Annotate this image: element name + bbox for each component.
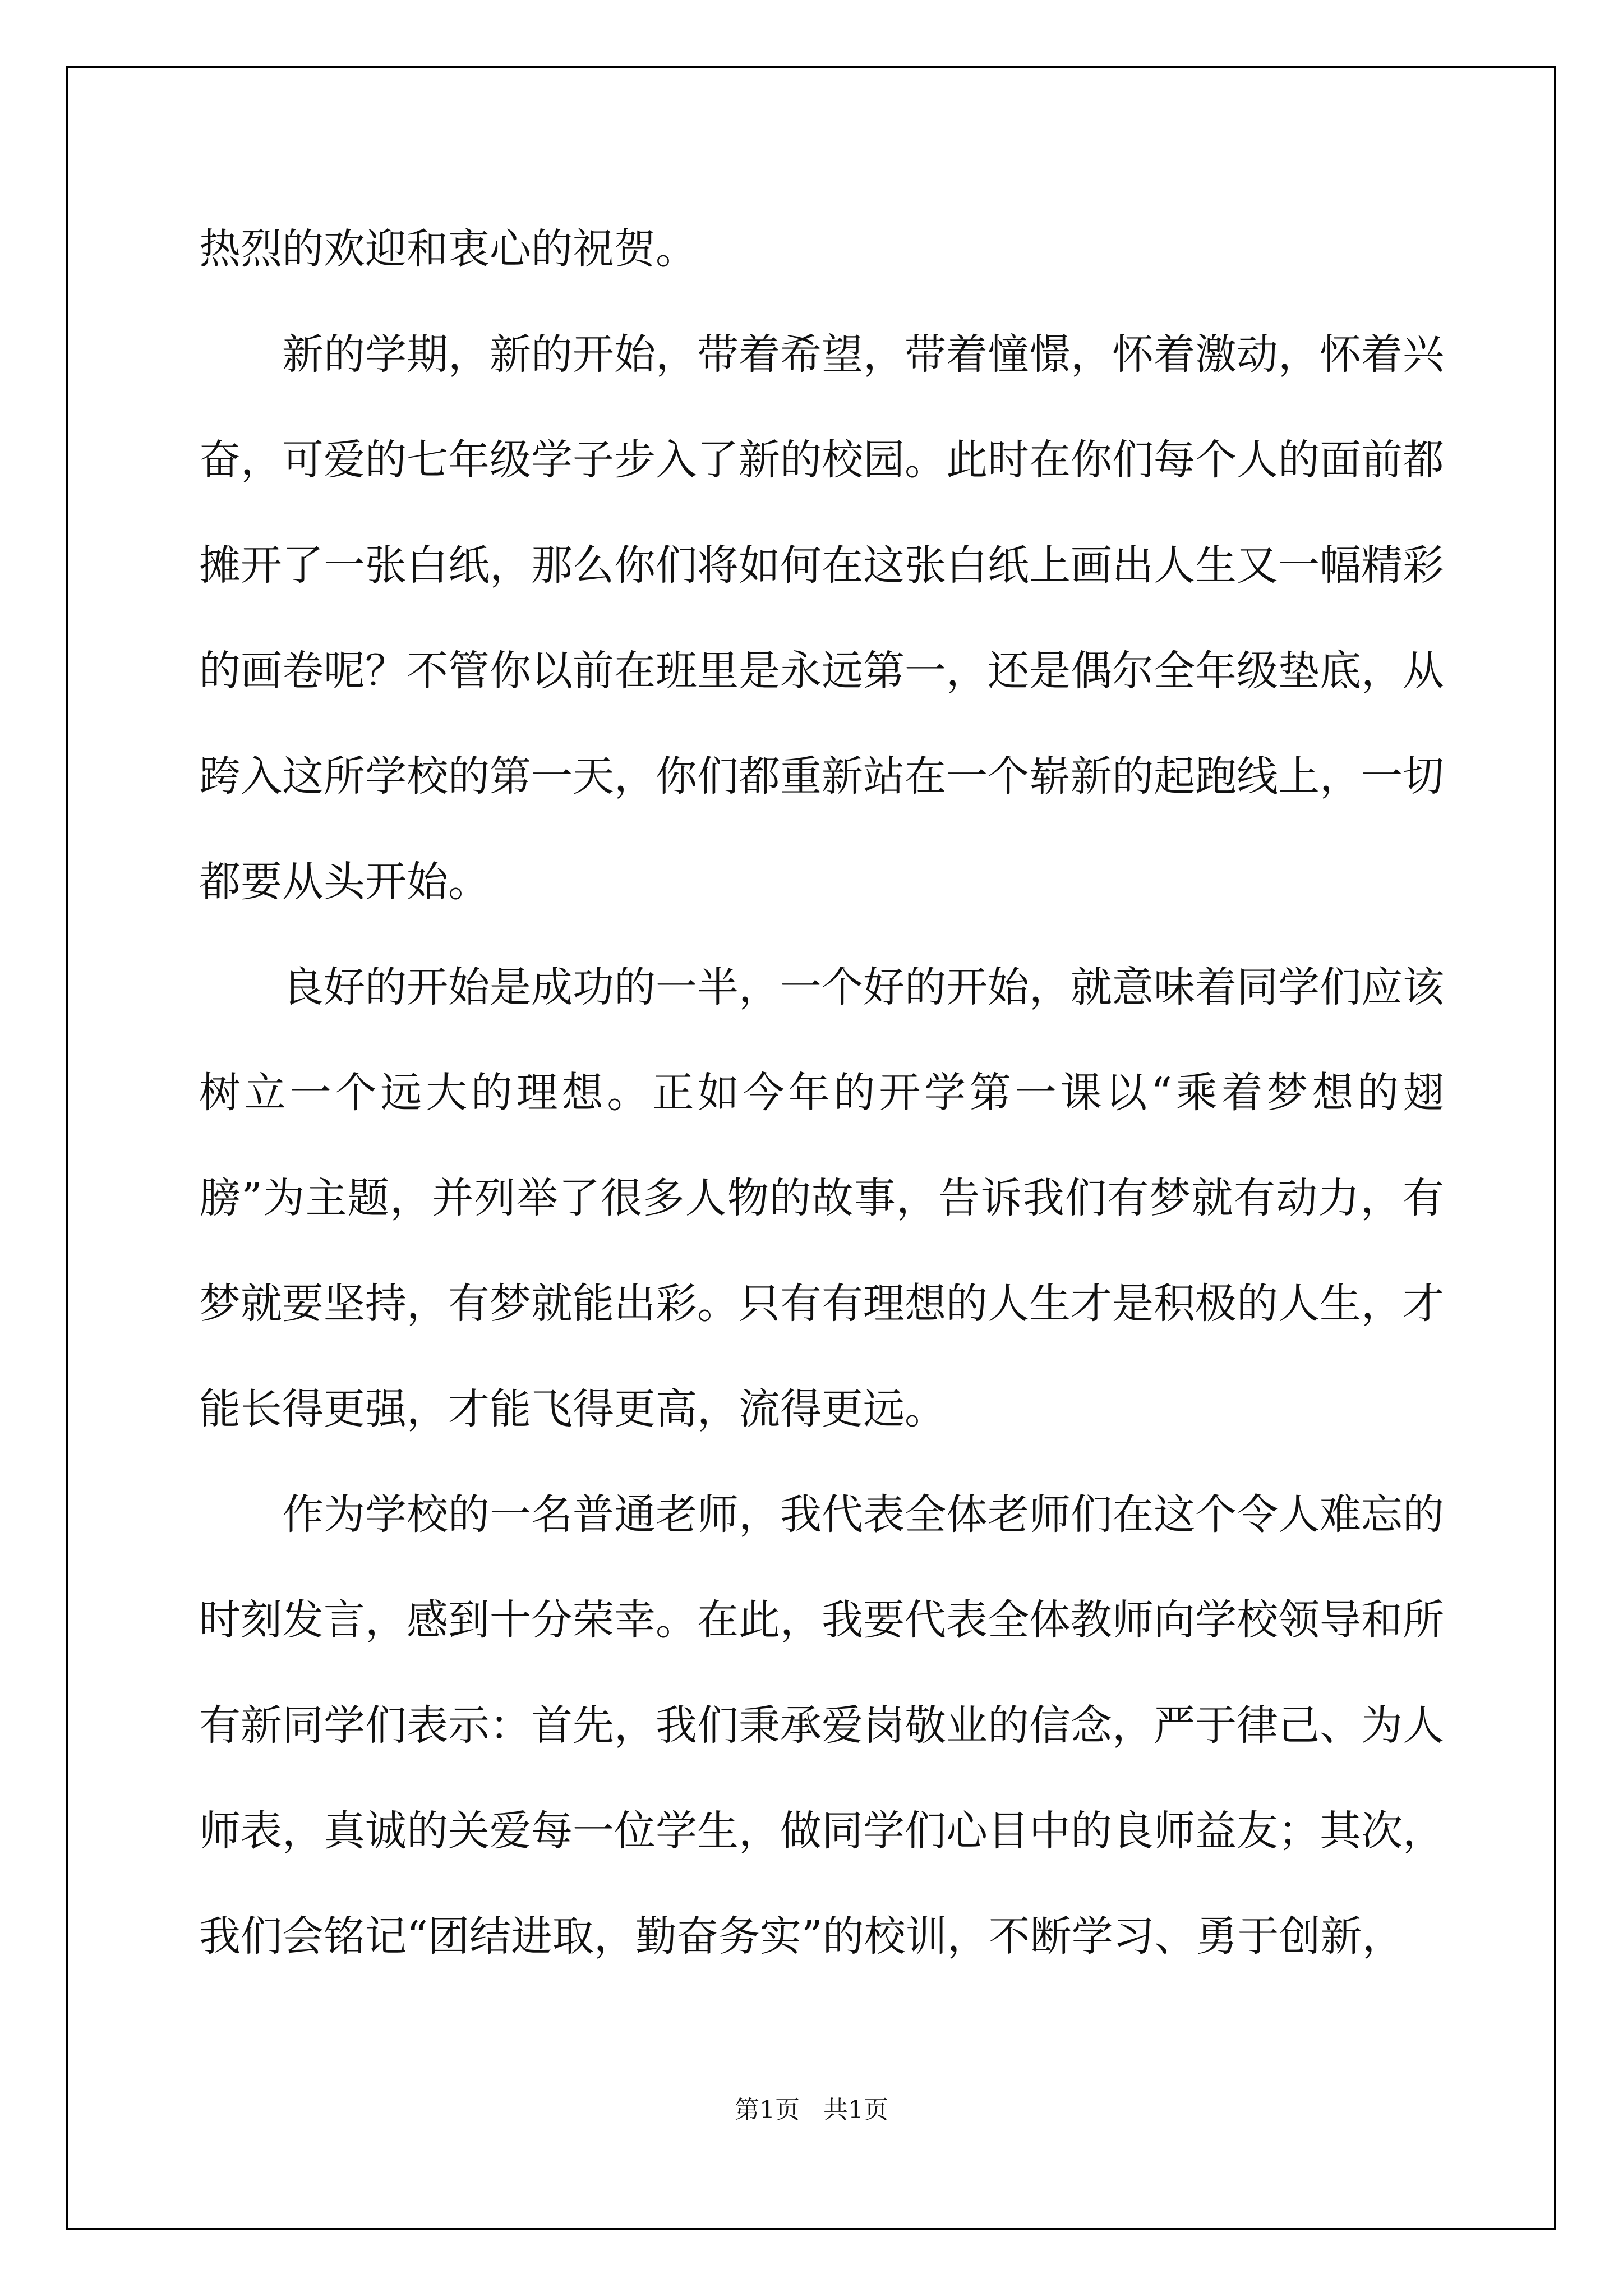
paragraph-1: 热烈的欢迎和衷心的祝贺。 (199, 225, 697, 273)
page-footer: 第1页 共1页 (735, 2096, 888, 2124)
paragraph-4: 作为学校的一名普通老师，我代表全体老师们在这个令人难忘的时刻发言，感到十分荣幸。在此，我要代表全体教师向学校领导和所有新同学们表示：首先，我们秉承爱岗敬业的信念，严于律己、为人师表，真诚的关爱每一位学生，做同学们心目中的良师益友；其次，我们会铭记“团结进取，勤奋务实”的校训，不断学习、勇于创新， (199, 1490, 1444, 1961)
document-body (199, 196, 1444, 1989)
paragraph-2: 新的学期，新的开始，带着希望，带着憧憬，怀着激动，怀着兴奋，可爱的七年级学子步入了新的校园。此时在你们每个人的面前都摊开了一张白纸，那么你们将如何在这张白纸上画出人生又一幅精彩的画卷呢？不管你以前在班里是永远第一，还是偶尔全年级垫底，从跨入这所学校的第一天，你们都重新站在一个崭新的起跑线上，一切都要从头开始。 (199, 330, 1444, 906)
paragraph-3: 良好的开始是成功的一半，一个好的开始，就意味着同学们应该树立一个远大的理想。正如今年的开学第一课以“乘着梦想的翅膀”为主题，并列举了很多人物的故事，告诉我们有梦就有动力，有梦就要坚持，有梦就能出彩。只有有理想的人生才是积极的人生，才能长得更强，才能飞得更高，流得更远。 (199, 963, 1444, 1433)
